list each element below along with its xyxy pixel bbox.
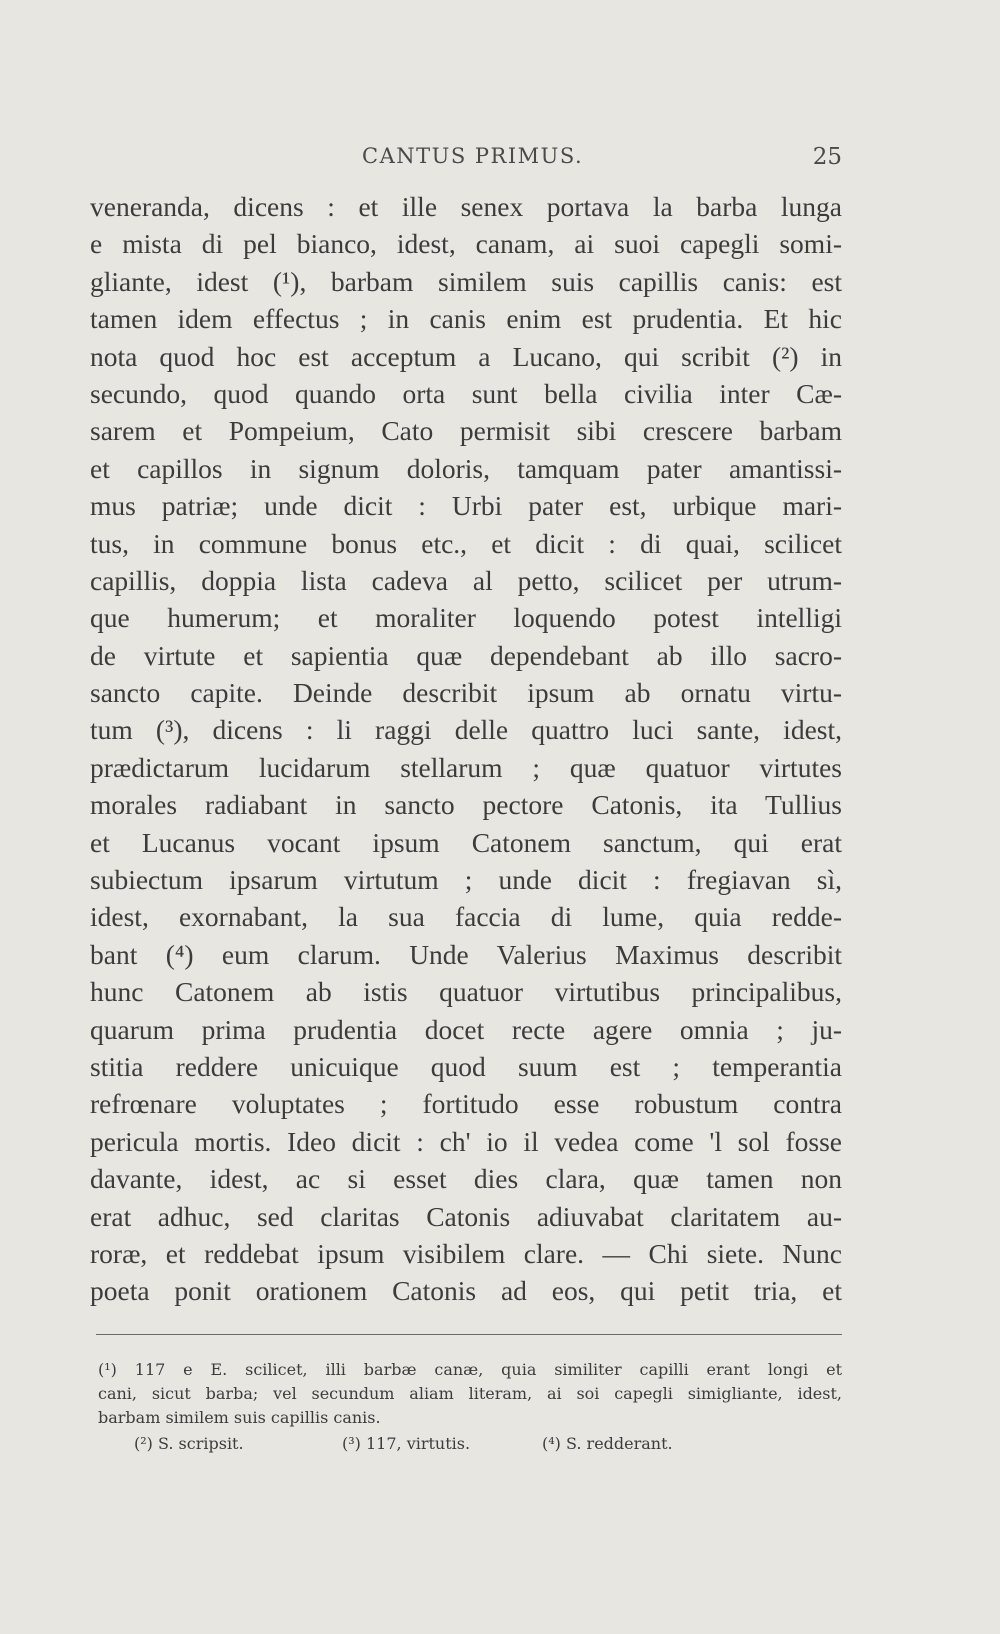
text-line: nota quod hoc est acceptum a Lucano, qui scribit (²) in [90,340,842,372]
text-line: stitia reddere unicuique quod suum est ; temperantia [90,1050,842,1082]
footnote-short-row [98,1434,842,1462]
text-line: subiectum ipsarum virtutum ; unde dicit : fregiavan sì, [90,864,842,896]
text-line: tamen idem effectus ; in canis enim est prudentia. Et hic [90,303,842,335]
page-number: 25 [812,144,842,170]
text-line: erat adhuc, sed claritas Catonis adiuvabat claritatem au- [90,1200,842,1232]
footnote-2: (²) S. scripsit. [134,1434,244,1453]
text-line: mus patriæ; unde dicit : Urbi pater est, urbique mari- [90,490,842,522]
text-line: gliante, idest (¹), barbam similem suis capillis canis: est [90,265,842,297]
text-line: de virtute et sapientia quæ dependebant ab illo sacro- [90,639,842,671]
footnotes [98,1358,842,1462]
text-line: pericula mortis. Ideo dicit : ch' io il vedea come 'l sol fosse [90,1125,842,1157]
footnote-line: (¹) 117 e E. scilicet, illi barbæ canæ, quia similiter capilli erant longi et [98,1360,842,1379]
text-line: tum (³), dicens : li raggi delle quattro luci sante, idest, [90,714,842,746]
running-title: CANTUS PRIMUS. [362,144,584,168]
text-line: davante, idest, ac si esset dies clara, quæ tamen non [90,1163,842,1195]
text-line: veneranda, dicens : et ille senex portava la barba lunga [90,191,842,222]
footnote-line: cani, sicut barba; vel secundum aliam literam, ai soi capegli simigliante, idest, [98,1384,842,1403]
text-line: hunc Catonem ab istis quatuor virtutibus principalibus, [90,976,842,1008]
main-text [90,188,842,1310]
text-line: et Lucanus vocant ipsum Catonem sanctum, qui erat [90,826,842,858]
footnote-4: (⁴) S. redderant. [542,1434,673,1453]
text-line: que humerum; et moraliter loquendo potest intelligi [90,602,842,634]
text-line: e mista di pel bianco, idest, canam, ai suoi capegli somi- [90,228,842,260]
text-line: bant (⁴) eum clarum. Unde Valerius Maximus describit [90,938,842,970]
text-line: et capillos in signum doloris, tamquam pater amantissi- [90,452,842,484]
footnote-line: barbam similem suis capillis canis. [98,1408,381,1427]
text-line: quarum prima prudentia docet recte agere omnia ; ju- [90,1013,842,1045]
text-line: sancto capite. Deinde describit ipsum ab ornatu virtu- [90,677,842,709]
text-line: refrœnare voluptates ; fortitudo esse robustum contra [90,1088,842,1120]
text-line: tus, in commune bonus etc., et dicit : di quai, scilicet [90,527,842,559]
text-line: prædictarum lucidarum stellarum ; quæ quatuor virtutes [90,751,842,783]
page-header [90,144,842,178]
text-line: capillis, doppia lista cadeva al petto, scilicet per utrum- [90,564,842,596]
text-line: idest, exornabant, la sua faccia di lume, quia redde- [90,901,842,933]
text-line: roræ, et reddebat ipsum visibilem clare. — Chi siete. Nunc [90,1237,842,1269]
text-line: morales radiabant in sancto pectore Catonis, ita Tullius [90,789,842,821]
text-line: poeta ponit orationem Catonis ad eos, qui petit tria, et [90,1275,842,1307]
footnote-divider [96,1334,842,1335]
footnote-3: (³) 117, virtutis. [342,1434,471,1453]
text-line: secundo, quod quando orta sunt bella civilia inter Cæ- [90,377,842,409]
text-line: sarem et Pompeium, Cato permisit sibi crescere barbam [90,415,842,447]
